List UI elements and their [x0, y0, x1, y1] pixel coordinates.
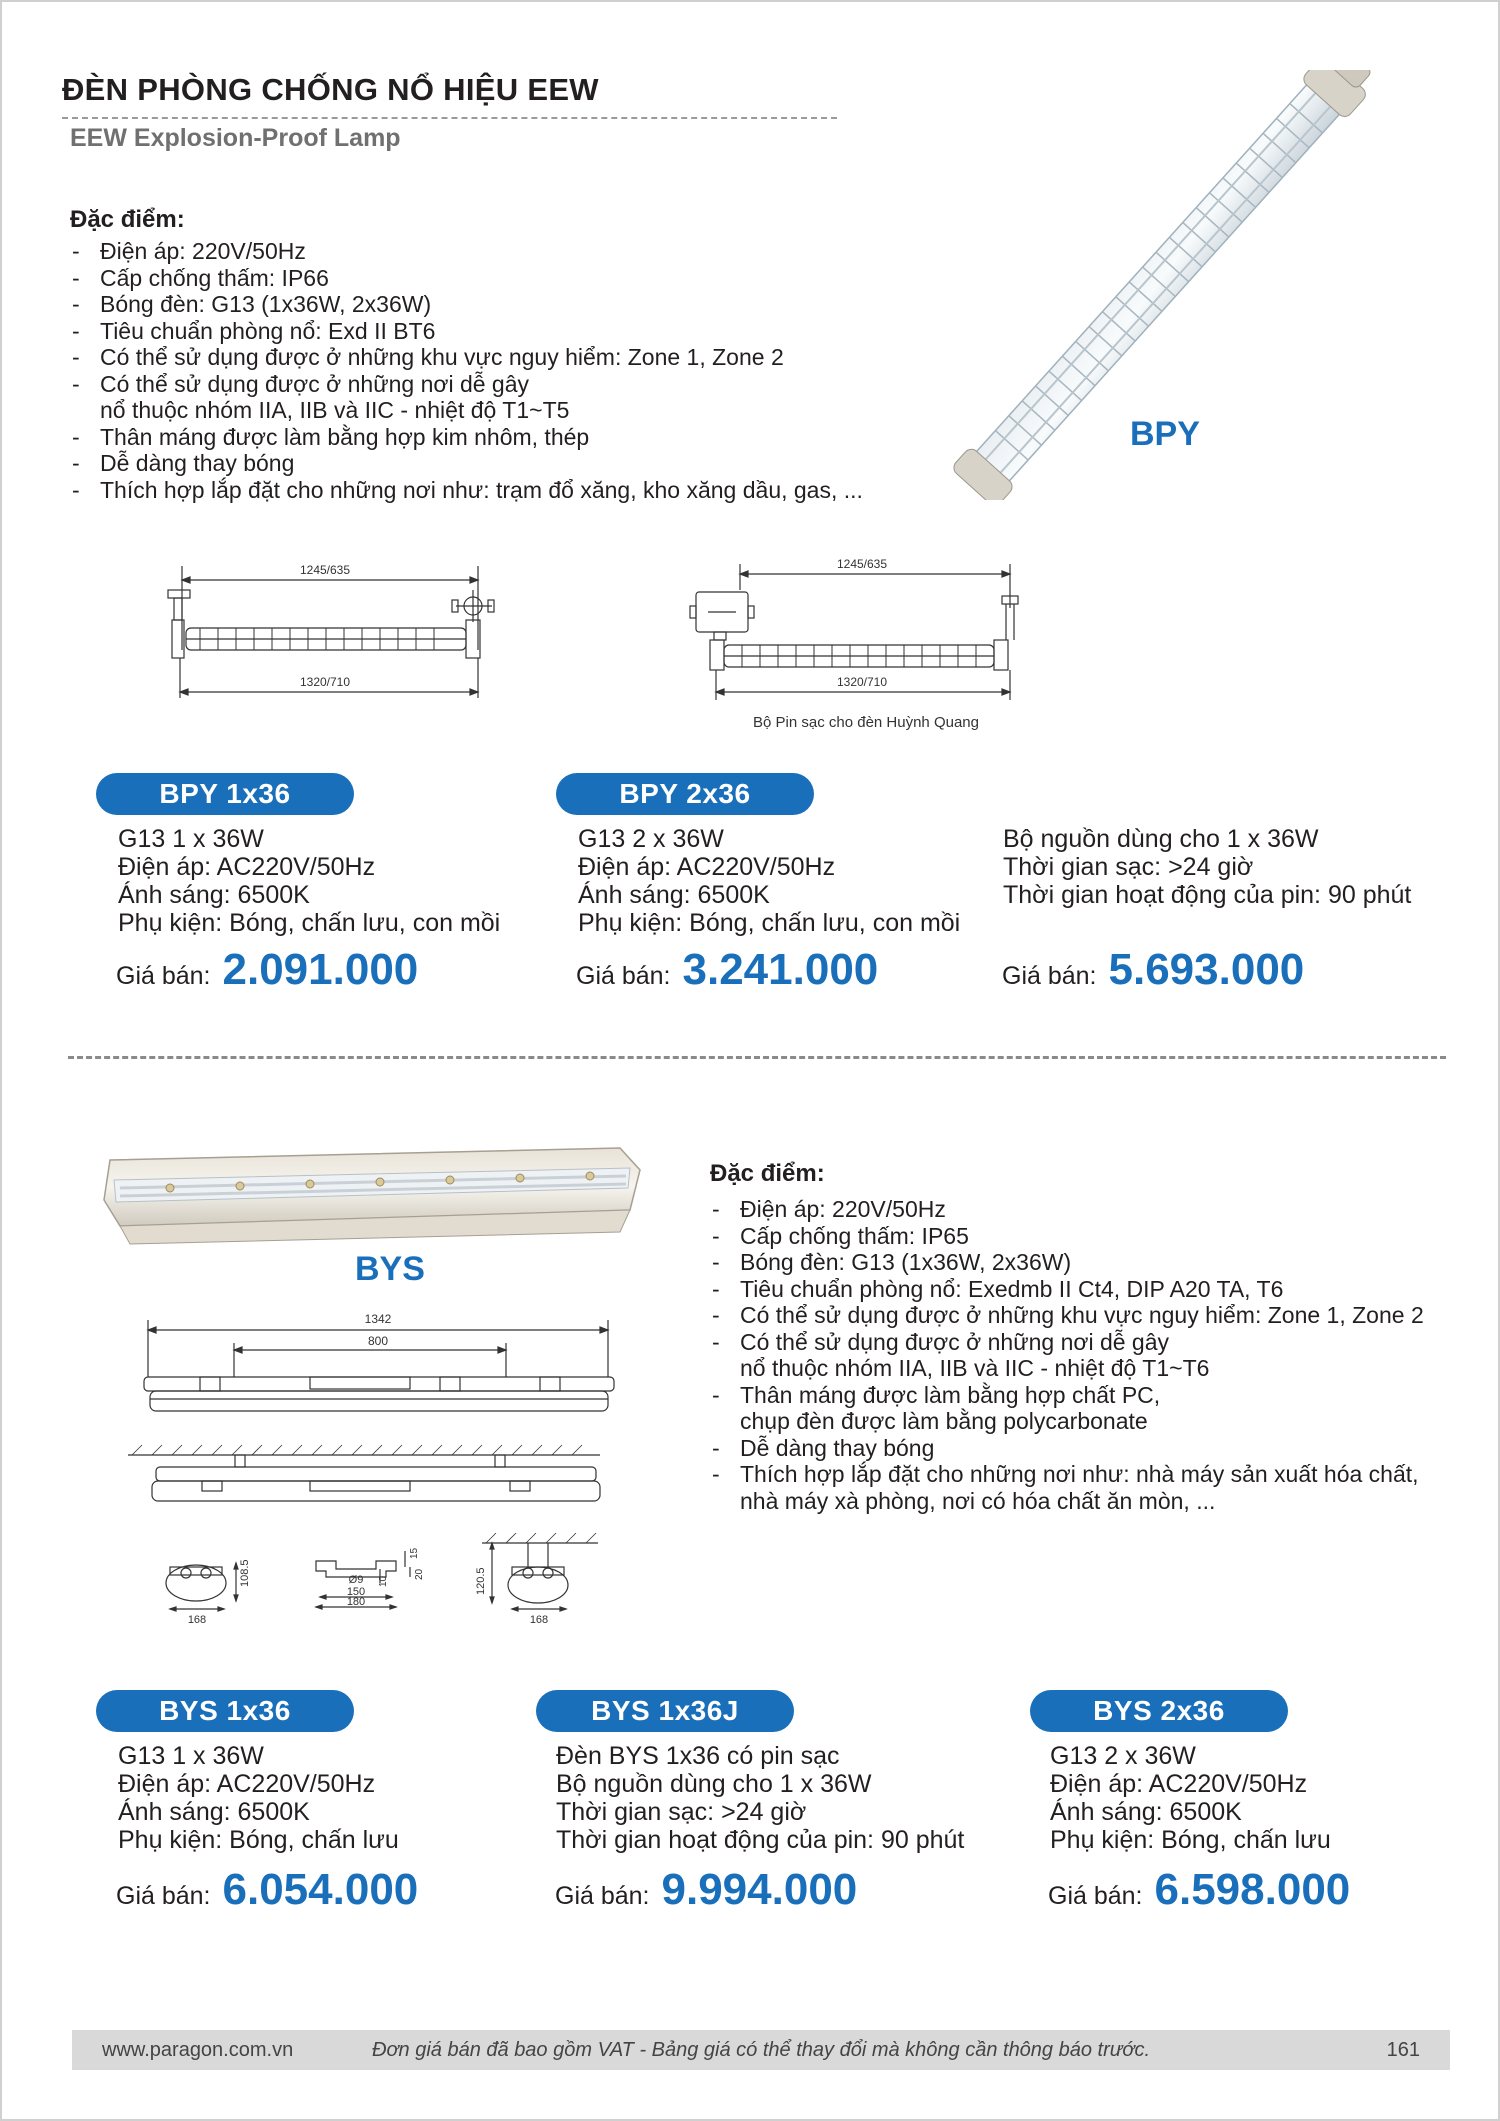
- bys-dim-10: 10: [378, 1575, 389, 1587]
- spec-line: Phụ kiện: Bóng, chấn lưu, con mồi: [118, 909, 501, 937]
- bys-dim-180: 180: [346, 1596, 366, 1608]
- spec-line: Điện áp: AC220V/50Hz: [578, 853, 836, 881]
- bys-features-heading: Đặc điểm:: [710, 1160, 825, 1187]
- price-value: 5.693.000: [1108, 945, 1305, 994]
- bys-1x36j-specs: [556, 1742, 964, 1854]
- price-value: 2.091.000: [222, 945, 419, 994]
- bys-dim-20: 20: [414, 1568, 425, 1580]
- spec-line: Phụ kiện: Bóng, chấn lưu: [1050, 1826, 1331, 1854]
- bpy-dimension-diagram-2: [680, 550, 1040, 736]
- page-title: ĐÈN PHÒNG CHỐNG NỔ HIỆU EEW: [62, 72, 599, 107]
- spec-line: Bộ nguồn dùng cho 1 x 36W: [556, 1770, 872, 1798]
- bys-dim-150: 150: [346, 1586, 366, 1598]
- bpy-feature: - Có thể sử dụng được ở những khu vực nguy hiểm: Zone 1, Zone 2: [70, 344, 940, 371]
- bpy-feature: - Thân máng được làm bằng hợp kim nhôm, thép: [70, 424, 940, 451]
- bys-1x36-specs: [118, 1742, 399, 1854]
- bys-1x36j-model-badge: BYS 1x36J: [536, 1690, 794, 1732]
- price-label: Giá bán:: [576, 962, 671, 990]
- bys-feature: - Bóng đèn: G13 (1x36W, 2x36W): [710, 1249, 1470, 1276]
- bpy-battery-price: [1002, 945, 1304, 995]
- spec-line: Thời gian sạc: >24 giờ: [556, 1798, 807, 1826]
- bpy-feature: - Điện áp: 220V/50Hz: [70, 238, 940, 265]
- bys-dim-total: 1342: [364, 1312, 392, 1326]
- bpy-product-label: BPY: [1130, 415, 1200, 453]
- price-value: 3.241.000: [682, 945, 879, 994]
- spec-line: Đèn BYS 1x36 có pin sạc: [556, 1742, 840, 1770]
- bys-feature: - Có thể sử dụng được ở những nơi dễ gây nổ thuộc nhóm IIA, IIB và IIC - nhiệt độ T1~T6: [710, 1329, 1470, 1382]
- spec-line: G13 1 x 36W: [118, 825, 264, 853]
- bys-2x36-specs: [1050, 1742, 1331, 1854]
- spec-line: Ánh sáng: 6500K: [578, 881, 770, 909]
- page-footer: [72, 2030, 1450, 2070]
- spec-line: Thời gian sạc: >24 giờ: [1003, 853, 1254, 881]
- bys-feature: - Điện áp: 220V/50Hz: [710, 1196, 1470, 1223]
- bys-dim-15: 15: [409, 1547, 420, 1559]
- bys-1x36-model-badge: BYS 1x36: [96, 1690, 354, 1732]
- bys-feature: - Thân máng được làm bằng hợp chất PC, chụp đèn được làm bằng polycarbonate: [710, 1382, 1470, 1435]
- bpy-feature: - Bóng đèn: G13 (1x36W, 2x36W): [70, 291, 940, 318]
- price-label: Giá bán:: [555, 1882, 650, 1910]
- footer-website: www.paragon.com.vn: [102, 2038, 294, 2061]
- bys-feature-continuation: nhà máy xà phòng, nơi có hóa chất ăn mòn, ...: [740, 1487, 1216, 1514]
- bpy-d2-top-dim: 1245/635: [836, 557, 888, 571]
- bpy-d2-bottom-dim: 1320/710: [836, 675, 888, 689]
- bpy-feature-continuation: nổ thuộc nhóm IIA, IIB và IIC - nhiệt độ T1~T5: [100, 397, 570, 423]
- bpy-2x36-specs: [578, 825, 960, 937]
- bys-product-label: BYS: [355, 1250, 425, 1288]
- bpy-feature: - Dễ dàng thay bóng: [70, 450, 940, 477]
- bpy-1x36-model-badge: BPY 1x36: [96, 773, 354, 815]
- bys-1x36j-price: [555, 1865, 857, 1915]
- bpy-features-heading: Đặc điểm:: [70, 206, 185, 233]
- spec-line: Bộ nguồn dùng cho 1 x 36W: [1003, 825, 1319, 853]
- bpy-dimension-diagram-1: [160, 550, 510, 700]
- bys-1x36-price: [116, 1865, 418, 1915]
- price-label: Giá bán:: [116, 1882, 211, 1910]
- bys-dim-w1: 168: [187, 1614, 207, 1626]
- spec-line: Phụ kiện: Bóng, chấn lưu: [118, 1826, 399, 1854]
- bys-feature: - Tiêu chuẩn phòng nổ: Exedmb II Ct4, DIP A20 TA, T6: [710, 1276, 1470, 1303]
- bys-feature-continuation: nổ thuộc nhóm IIA, IIB và IIC - nhiệt độ T1~T6: [740, 1355, 1210, 1381]
- bpy-feature: - Có thể sử dụng được ở những nơi dễ gây nổ thuộc nhóm IIA, IIB và IIC - nhiệt độ T1~T5: [70, 371, 940, 424]
- bpy-battery-specs: [1003, 825, 1411, 909]
- bys-2x36-model-badge: BYS 2x36: [1030, 1690, 1288, 1732]
- spec-line: Ánh sáng: 6500K: [1050, 1798, 1242, 1826]
- bys-dim-w2: 168: [529, 1614, 549, 1626]
- bys-dim-phi: Ø9: [348, 1574, 364, 1586]
- bys-product-image: [100, 1140, 650, 1260]
- bys-feature: - Thích hợp lắp đặt cho những nơi như: nhà máy sản xuất hóa chất, nhà máy xà phòng, nơi có hóa chất ăn mòn, ...: [710, 1461, 1470, 1514]
- bys-features-list: [710, 1196, 1470, 1514]
- bpy-d2-caption: Bộ Pin sạc cho đèn Huỳnh Quang: [753, 714, 979, 731]
- spec-line: Điện áp: AC220V/50Hz: [118, 1770, 376, 1798]
- spec-line: Phụ kiện: Bóng, chấn lưu, con mồi: [578, 909, 961, 937]
- spec-line: Điện áp: AC220V/50Hz: [1050, 1770, 1308, 1798]
- spec-line: Ánh sáng: 6500K: [118, 1798, 310, 1826]
- page-number: 161: [1386, 2038, 1420, 2061]
- bys-dim-h2: 120.5: [475, 1567, 487, 1595]
- price-value: 9.994.000: [661, 1865, 858, 1914]
- bpy-feature: - Thích hợp lắp đặt cho những nơi như: trạm đổ xăng, kho xăng dầu, gas, ...: [70, 477, 940, 504]
- price-label: Giá bán:: [1048, 1882, 1143, 1910]
- bys-feature: - Dễ dàng thay bóng: [710, 1435, 1470, 1462]
- bys-dim-inner: 800: [367, 1334, 389, 1348]
- section-divider: [68, 1056, 1446, 1059]
- bpy-features-list: [70, 238, 940, 503]
- footer-note: Đơn giá bán đã bao gồm VAT - Bảng giá có thể thay đổi mà không cần thông báo trước.: [372, 2038, 1151, 2061]
- bys-dimension-diagram: [120, 1305, 640, 1635]
- bys-dim-h1: 108.5: [239, 1559, 251, 1587]
- spec-line: G13 2 x 36W: [1050, 1742, 1196, 1770]
- spec-line: Ánh sáng: 6500K: [118, 881, 310, 909]
- title-rule: [62, 117, 837, 119]
- page-subtitle: EEW Explosion-Proof Lamp: [70, 124, 401, 152]
- bpy-product-image: [945, 70, 1425, 500]
- spec-line: G13 2 x 36W: [578, 825, 724, 853]
- bpy-d1-top-dim: 1245/635: [299, 563, 351, 577]
- bpy-d1-bottom-dim: 1320/710: [299, 675, 351, 689]
- bpy-1x36-price: [116, 945, 418, 995]
- price-label: Giá bán:: [1002, 962, 1097, 990]
- bpy-2x36-price: [576, 945, 878, 995]
- bys-feature-continuation: chụp đèn được làm bằng polycarbonate: [740, 1408, 1148, 1434]
- spec-line: Điện áp: AC220V/50Hz: [118, 853, 376, 881]
- price-value: 6.598.000: [1154, 1865, 1351, 1914]
- bpy-2x36-model-badge: BPY 2x36: [556, 773, 814, 815]
- price-label: Giá bán:: [116, 962, 211, 990]
- price-value: 6.054.000: [222, 1865, 419, 1914]
- spec-line: G13 1 x 36W: [118, 1742, 264, 1770]
- bys-feature: - Cấp chống thấm: IP65: [710, 1223, 1470, 1250]
- spec-line: Thời gian hoạt động của pin: 90 phút: [556, 1826, 965, 1854]
- spec-line: Thời gian hoạt động của pin: 90 phút: [1003, 881, 1412, 909]
- bpy-1x36-specs: [118, 825, 500, 937]
- bpy-feature: - Tiêu chuẩn phòng nổ: Exd II BT6: [70, 318, 940, 345]
- bys-2x36-price: [1048, 1865, 1350, 1915]
- bys-feature: - Có thể sử dụng được ở những khu vực nguy hiểm: Zone 1, Zone 2: [710, 1302, 1470, 1329]
- bpy-feature: - Cấp chống thấm: IP66: [70, 265, 940, 292]
